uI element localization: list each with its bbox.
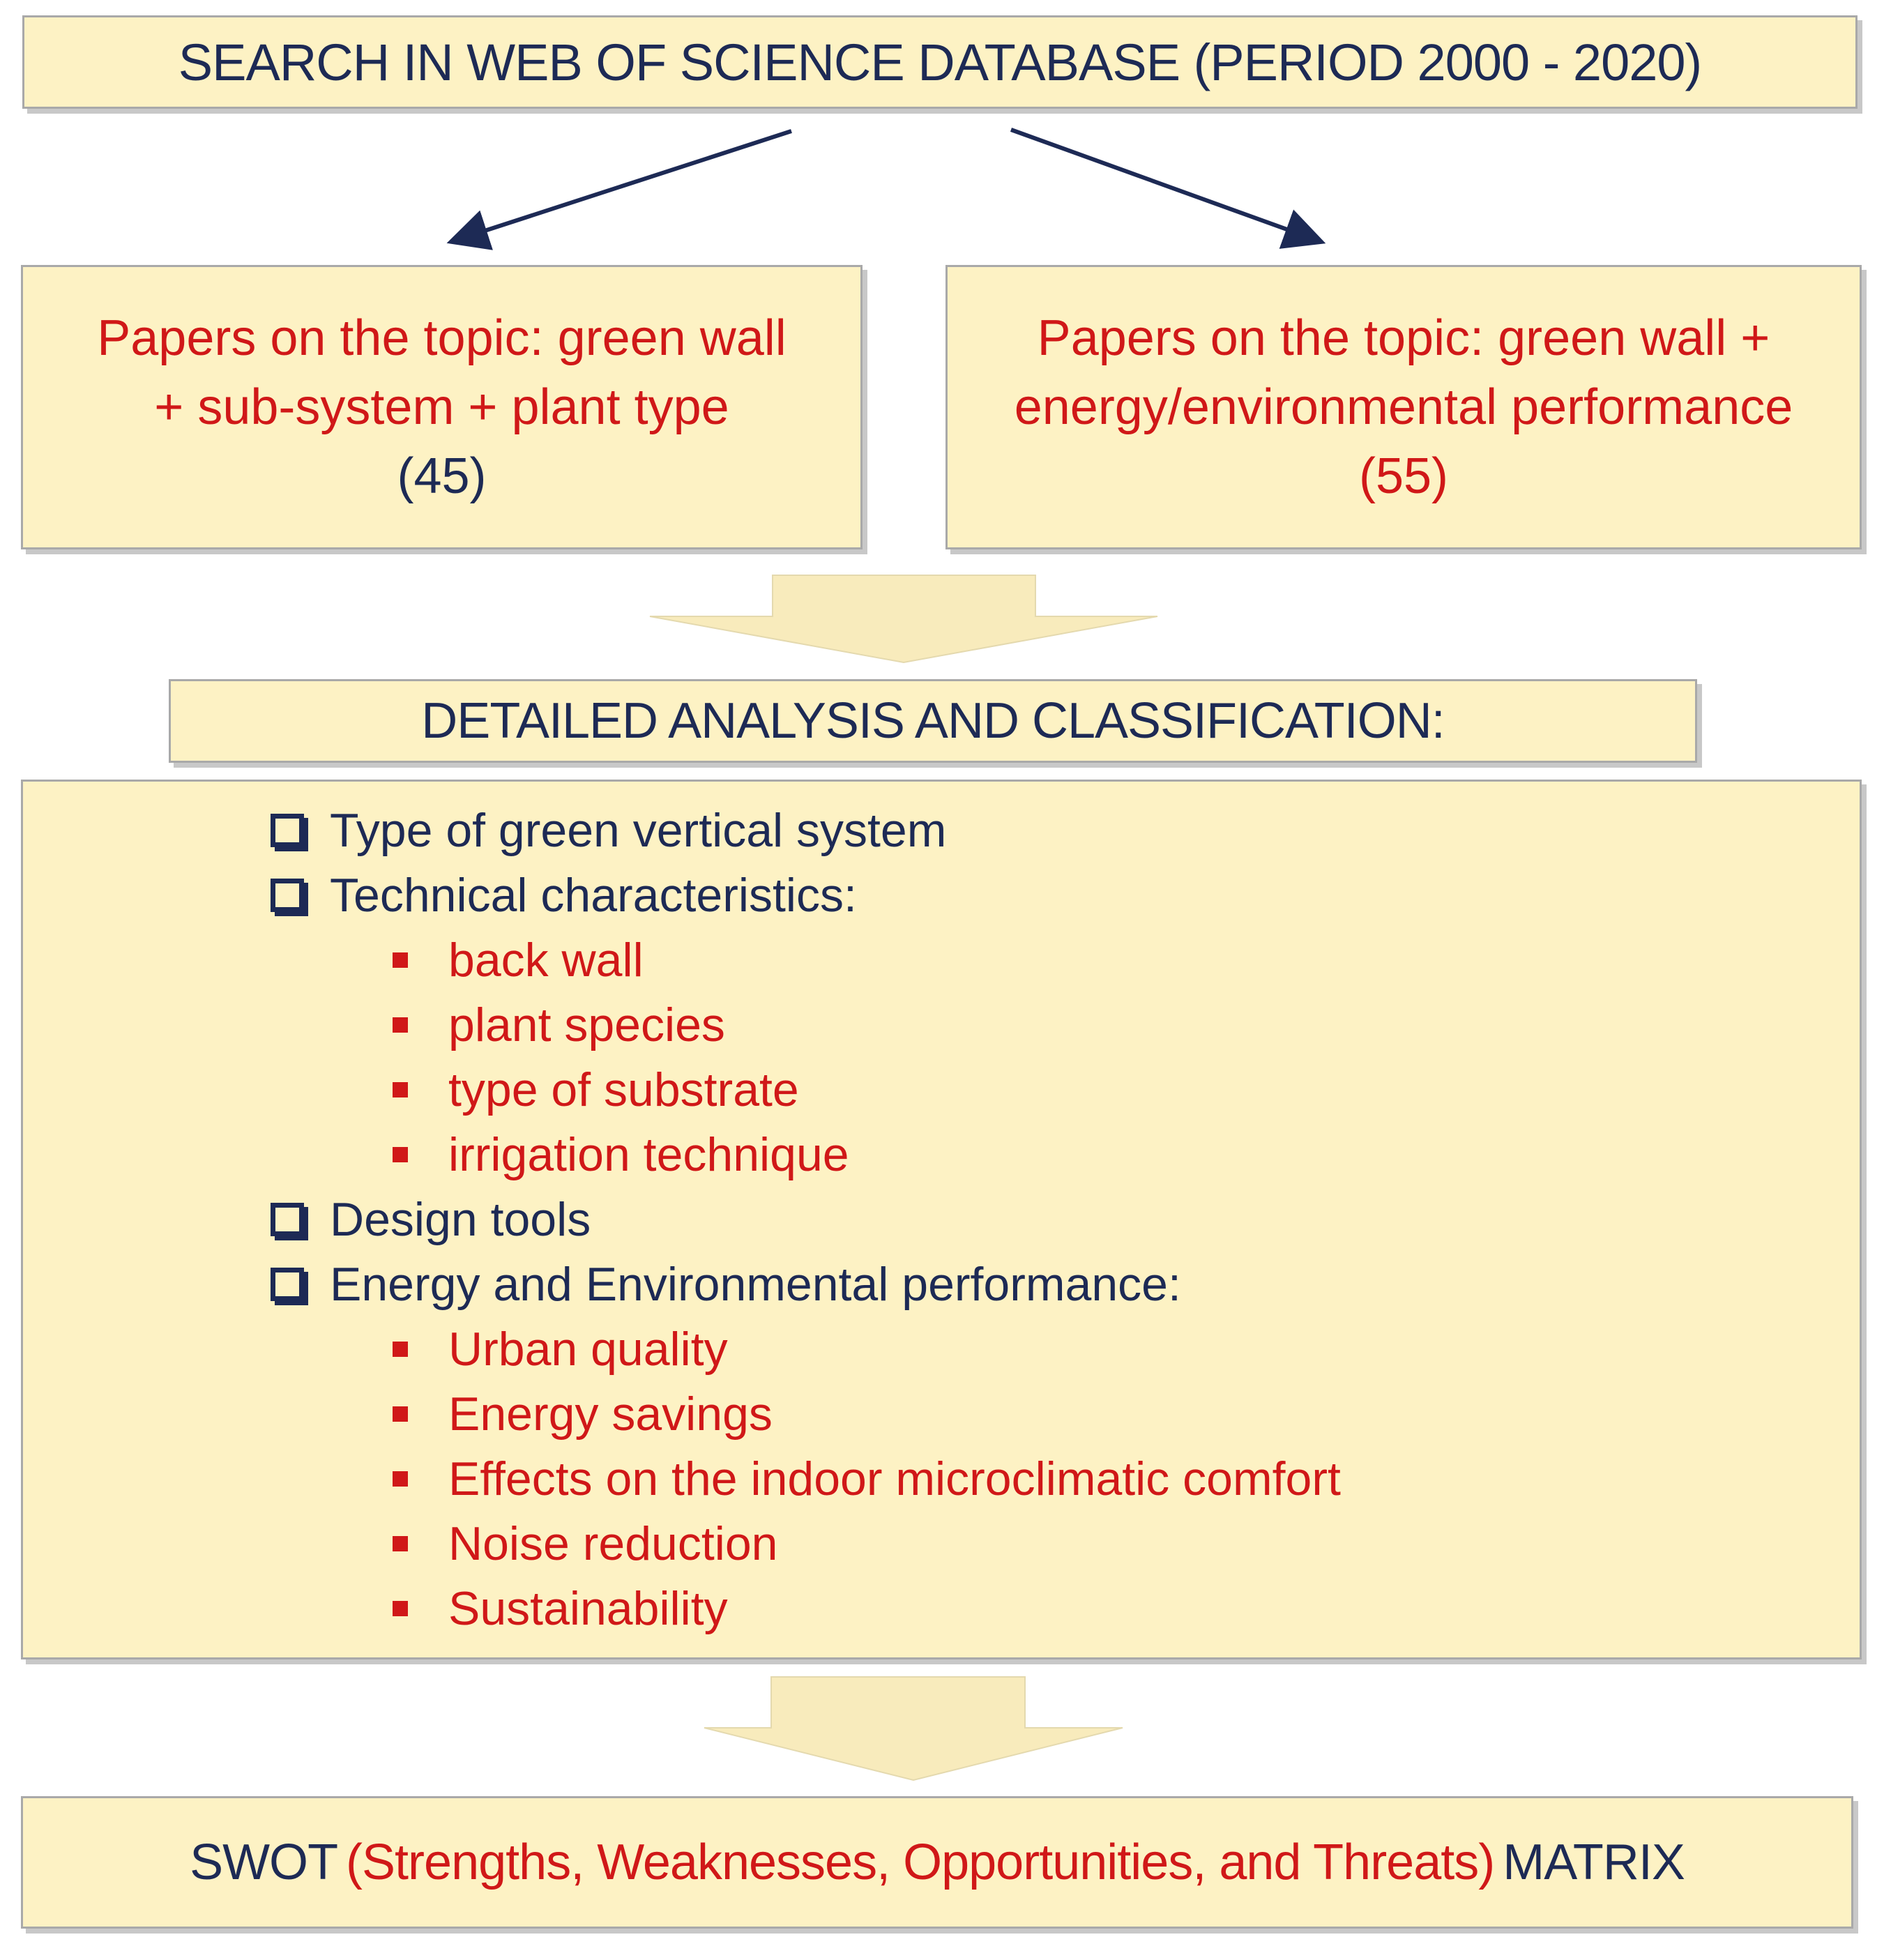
search-box <box>22 15 1858 109</box>
arrow-to-left-box <box>455 131 791 241</box>
papers-left-count: (45) <box>397 448 487 504</box>
analysis-header-box <box>169 679 1697 763</box>
checkbox-icon <box>271 879 304 912</box>
analysis-subitem: Noise reduction <box>448 1517 778 1570</box>
block-arrow-to-analysis <box>650 575 1157 662</box>
bullet-icon <box>393 1017 408 1033</box>
bullet-icon <box>393 1536 408 1551</box>
analysis-body-box <box>21 780 1862 1659</box>
analysis-item: Design tools <box>330 1193 591 1246</box>
swot-box <box>21 1796 1853 1929</box>
analysis-item: Energy and Environmental performance: <box>330 1258 1181 1311</box>
arrow-to-right-box <box>1011 130 1318 241</box>
analysis-title: DETAILED ANALYSIS AND CLASSIFICATION: <box>421 693 1445 749</box>
analysis-subitem: Urban quality <box>448 1323 728 1376</box>
search-title: SEARCH IN WEB OF SCIENCE DATABASE (PERIOD 2000 - 2020) <box>178 33 1702 91</box>
swot-description: (Strengths, Weaknesses, Opportunities, and Threats) <box>346 1834 1495 1890</box>
papers-right-line2: energy/environmental performance <box>1014 379 1793 435</box>
bullet-icon <box>393 1471 408 1487</box>
analysis-subitem: back wall <box>448 934 644 987</box>
analysis-subitem: Effects on the indoor microclimatic comfort <box>448 1452 1341 1505</box>
papers-right-count: (55) <box>1358 448 1449 504</box>
bullet-icon <box>393 1406 408 1422</box>
checkbox-icon <box>271 1268 304 1301</box>
bullet-icon <box>393 952 408 968</box>
papers-right-line1: Papers on the topic: green wall + <box>1037 310 1770 366</box>
bullet-icon <box>393 1082 408 1097</box>
bullet-icon <box>393 1147 408 1162</box>
swot-prefix: SWOT <box>190 1834 338 1890</box>
analysis-subitem: irrigation technique <box>448 1128 849 1181</box>
checkbox-icon <box>271 1203 304 1236</box>
analysis-item: Technical characteristics: <box>330 869 857 922</box>
block-arrow-to-swot <box>704 1677 1123 1780</box>
papers-left-line1: Papers on the topic: green wall <box>97 310 787 366</box>
checkbox-icon <box>271 814 304 847</box>
swot-suffix: MATRIX <box>1503 1834 1685 1890</box>
bullet-icon <box>393 1601 408 1616</box>
analysis-subitem: plant species <box>448 998 725 1051</box>
bullet-icon <box>393 1342 408 1357</box>
analysis-subitem: Energy savings <box>448 1388 773 1441</box>
analysis-subitem: type of substrate <box>448 1063 799 1116</box>
analysis-item: Type of green vertical system <box>330 804 947 857</box>
papers-left-box <box>21 265 863 549</box>
papers-right-box <box>945 265 1862 549</box>
analysis-subitem: Sustainability <box>448 1582 728 1635</box>
papers-left-line2: + sub-system + plant type <box>154 379 729 435</box>
